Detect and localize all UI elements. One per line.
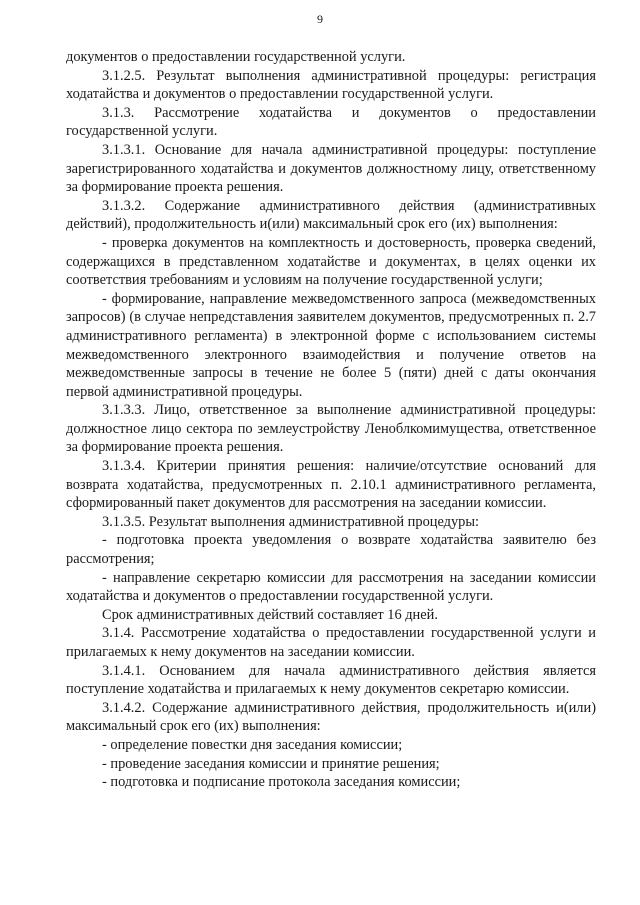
list-item: - проведение заседания комиссии и принятие решения; (102, 755, 440, 772)
list-item: - направление секретарю комиссии для рассмотрения на заседании комиссии ходатайства и документов о предоставлении государственной услуги. (66, 569, 596, 605)
paragraph: 3.1.3.4. Критерии принятия решения: наличие/отсутствие оснований для возврата ходатайства, предусмотренных п. 2.10.1 административного регламента, сформированный пакет документов для рассмотрения на заседании комиссии. (66, 458, 596, 512)
paragraph: Срок административных действий составляет 16 дней. (102, 606, 438, 623)
page-number: 9 (317, 12, 323, 26)
list-item: - подготовка проекта уведомления о возврате ходатайства заявителю без рассмотрения; (66, 532, 596, 568)
list-item: - проверка документов на комплектность и достоверность, проверка сведений, содержащихся в представленном ходатайстве и документах, в целях оценки их соответствия требованиям и условиям на получение государственной услуги; (66, 234, 596, 289)
paragraph: 3.1.3.3. Лицо, ответственное за выполнение административной процедуры: должностное лицо сектора по землеустройству Леноблкомимущества, ответственное за формирование проекта решения. (66, 402, 596, 456)
list-item: - формирование, направление межведомственного запроса (межведомственных запросов) (в случае непредставления заявителем документов, предусмотренных п. 2.7 административного регламента) в электронной форме с использованием системы межведомственного электронного взаимодействия и получение ответов на межведомственные запросы в течение не более 5 (пяти) дней с даты окончания первой административной процедуры. (66, 290, 596, 400)
paragraph: 3.1.4.2. Содержание административного действия, продолжительность и(или) максимальный срок его (их) выполнения: (66, 699, 596, 735)
paragraph: 3.1.3. Рассмотрение ходатайства и документов о предоставлении государственной услуги. (66, 104, 596, 140)
paragraph: 3.1.4. Рассмотрение ходатайства о предоставлении государственной услуги и прилагаемых к нему документов на заседании комиссии. (66, 625, 596, 660)
paragraph: 3.1.3.5. Результат выполнения административной процедуры: (102, 513, 480, 530)
paragraph: 3.1.3.1. Основание для начала административной процедуры: поступление зарегистрированного ходатайства и документов должностному лицу, ответственному за формирование проекта решения. (66, 141, 596, 196)
paragraph: документов о предоставлении государственной услуги. (66, 49, 406, 65)
list-item: - подготовка и подписание протокола заседания комиссии; (102, 774, 461, 791)
paragraph: 3.1.2.5. Результат выполнения административной процедуры: регистрация ходатайства и документов о предоставлении государственной услуги. (66, 67, 596, 103)
paragraph: 3.1.3.2. Содержание административного действия (административных действий), продолжительность и(или) максимальный срок его (их) выполнения: (66, 197, 596, 233)
paragraph: 3.1.4.1. Основанием для начала административного действия является поступление ходатайства и прилагаемых к нему документов секретарю комиссии. (66, 662, 596, 698)
document-body (66, 48, 596, 792)
list-item: - определение повестки дня заседания комиссии; (102, 736, 403, 753)
